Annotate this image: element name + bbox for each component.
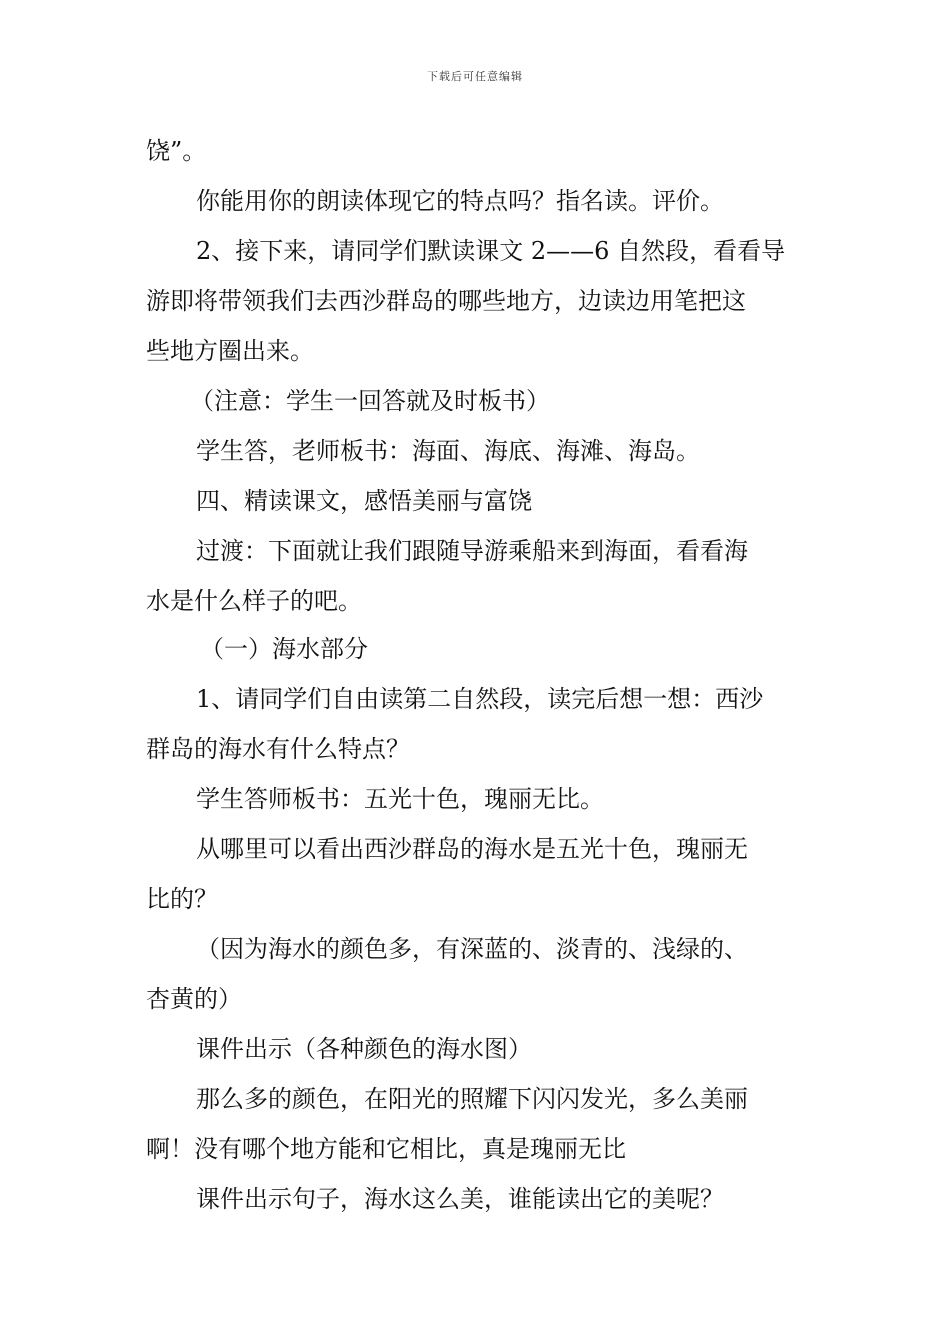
text-line: 四、精读课文，感悟美丽与富饶	[196, 487, 532, 515]
text-line: 游即将带领我们去西沙群岛的哪些地方，边读边用笔把这	[146, 287, 746, 315]
text-line: 课件出示（各种颜色的海水图）	[196, 1035, 532, 1063]
text-line: 些地方圈出来。	[146, 337, 314, 365]
page-header: 下载后可任意编辑	[427, 70, 523, 83]
text-line: 饶”。	[146, 137, 207, 165]
text-line: 杏黄的）	[146, 985, 242, 1013]
text-line: 从哪里可以看出西沙群岛的海水是五光十色，瑰丽无	[196, 835, 748, 863]
text-line: 课件出示句子，海水这么美，谁能读出它的美呢？	[196, 1185, 724, 1213]
text-line: （注意：学生一回答就及时板书）	[190, 387, 550, 415]
text-line: 2、接下来，请同学们默读课文 2——6 自然段，看看导	[196, 237, 786, 265]
text-line: 过渡：下面就让我们跟随导游乘船来到海面，看看海	[196, 537, 748, 565]
text-line: 水是什么样子的吧。	[146, 587, 362, 615]
text-line: 啊！没有哪个地方能和它相比，真是瑰丽无比	[146, 1135, 626, 1163]
text-line: 学生答师板书：五光十色，瑰丽无比。	[196, 785, 604, 813]
text-line: 你能用你的朗读体现它的特点吗？指名读。评价。	[196, 187, 724, 215]
text-line: 学生答，老师板书：海面、海底、海滩、海岛。	[196, 437, 700, 465]
text-line: 那么多的颜色，在阳光的照耀下闪闪发光，多么美丽	[196, 1085, 748, 1113]
text-line: 比的？	[146, 885, 218, 913]
text-line: （因为海水的颜色多，有深蓝的、淡青的、浅绿的、	[196, 935, 748, 963]
text-line: 群岛的海水有什么特点？	[146, 735, 410, 763]
text-line: （一）海水部分	[200, 635, 368, 663]
text-line: 1、请同学们自由读第二自然段，读完后想一想：西沙	[196, 685, 764, 713]
